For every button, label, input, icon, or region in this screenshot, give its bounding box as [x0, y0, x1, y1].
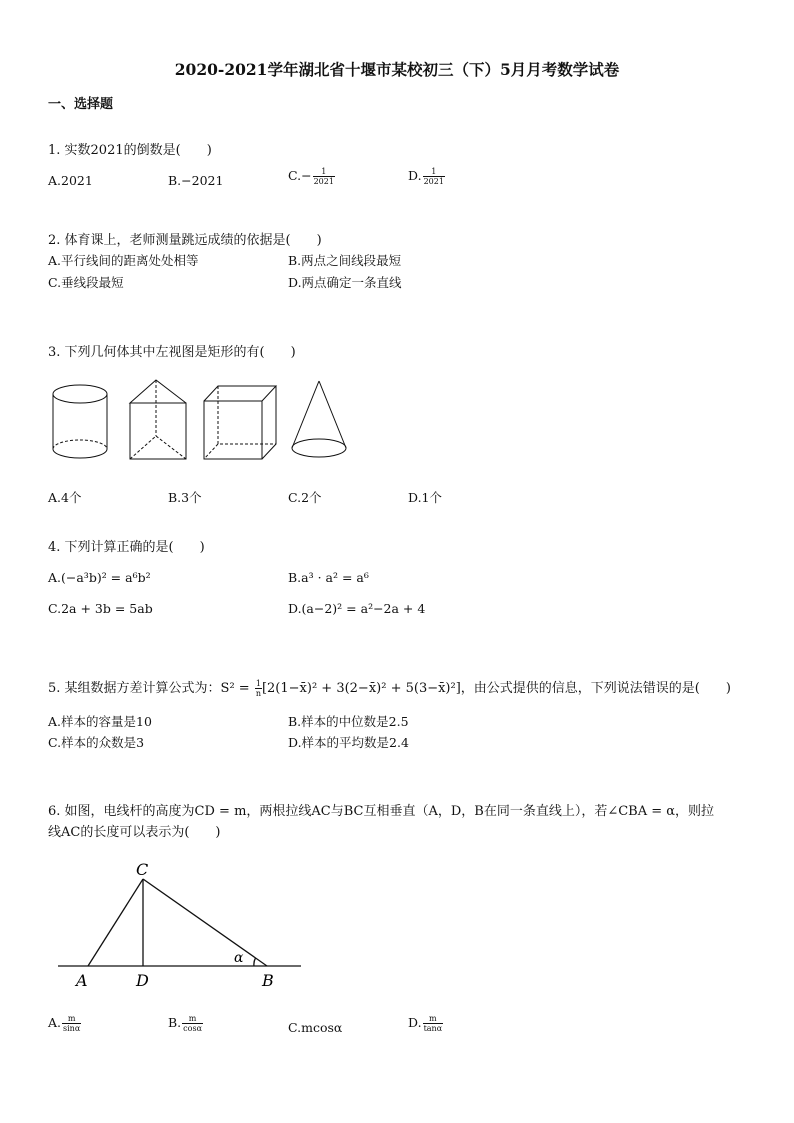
q5-option-a: A.样本的容量是10 — [48, 714, 152, 729]
cube-figure — [204, 386, 276, 459]
page-title: 2020-2021学年湖北省十堰市某校初三（下）5月月考数学试卷 — [174, 60, 620, 79]
label-d: D — [136, 971, 149, 990]
question-6-stem-line2: 线AC的长度可以表示为( ) — [48, 825, 221, 840]
q6-option-a: A. $\frac{m}{\sin\alpha}$ — [48, 1014, 81, 1033]
wire-ac — [88, 879, 143, 966]
question-3-stem: 3. 下列几何体其中左视图是矩形的有( ) — [48, 345, 296, 360]
label-b: B — [262, 971, 274, 990]
q2-option-c: C.垂线段最短 — [48, 275, 124, 290]
q5-option-c: C.样本的众数是3 — [48, 735, 145, 750]
question-1-stem: 1. 实数2021的倒数是( ) — [48, 143, 212, 158]
fraction: $\frac{1}{n}$ — [255, 679, 261, 698]
label-a: A — [76, 971, 88, 990]
q1-option-a: A.2021 — [48, 173, 93, 188]
question-2-stem: 2. 体育课上，老师测量跳远成绩的依据是( ) — [48, 233, 322, 248]
fraction: $\frac{1}{2021}$ — [313, 167, 334, 186]
q6-option-b: B. $\frac{m}{\cos\alpha}$ — [168, 1014, 202, 1033]
q4-option-d: D.(a−2)² = a²−2a + 4 — [288, 601, 426, 616]
q1-option-c: C.− $\frac{1}{2021}$ — [288, 167, 334, 186]
q3-option-a: A.4个 — [48, 490, 82, 505]
fraction: $\frac{m}{\tan\alpha}$ — [423, 1014, 443, 1033]
question-6-stem-line1: 6. 如图，电线杆的高度为CD = m，两根拉线AC与BC互相垂直（A，D，B在同一条直线上），若∠CBA = α，则拉 — [48, 804, 715, 819]
q3-option-d: D.1个 — [408, 490, 443, 505]
question-5-stem: 5. 某组数据方差计算公式为：S² = $\frac{1}{n}$ [2(1−x̄)² + 3(2−x̄)² + 5(3−x̄)²]，由公式提供的信息，下列说法错误的是( ) — [48, 679, 731, 698]
q2-option-a: A.平行线间的距离处处相等 — [48, 253, 199, 268]
label-alpha: α — [234, 950, 244, 966]
q6-triangle-figure — [48, 855, 308, 995]
fraction: $\frac{m}{\cos\alpha}$ — [183, 1014, 202, 1033]
q3-solids-figure — [48, 376, 348, 466]
q5-option-d: D.样本的平均数是2.4 — [288, 735, 409, 750]
question-4-stem: 4. 下列计算正确的是( ) — [48, 540, 205, 555]
angle-alpha-arc — [254, 958, 256, 966]
label-c: C — [136, 860, 149, 879]
fraction: $\frac{1}{2021}$ — [423, 167, 444, 186]
q1-option-d: D. $\frac{1}{2021}$ — [408, 167, 444, 186]
q1-option-b: B.−2021 — [168, 173, 224, 188]
q4-option-a: A.(−a³b)² = a⁶b² — [48, 570, 151, 585]
q2-option-d: D.两点确定一条直线 — [288, 275, 402, 290]
cylinder-figure — [53, 385, 107, 458]
triangular-prism-figure — [130, 380, 186, 459]
fraction: $\frac{m}{\sin\alpha}$ — [63, 1014, 81, 1033]
q4-option-b: B.a³ · a² = a⁶ — [288, 570, 369, 585]
q6-option-d: D. $\frac{m}{\tan\alpha}$ — [408, 1014, 443, 1033]
cone-figure — [292, 381, 346, 457]
q3-option-b: B.3个 — [168, 490, 202, 505]
wire-bc — [143, 879, 267, 966]
q5-option-b: B.样本的中位数是2.5 — [288, 714, 409, 729]
q4-option-c: C.2a + 3b = 5ab — [48, 601, 153, 616]
q3-option-c: C.2个 — [288, 490, 322, 505]
q6-option-c: C.mcosα — [288, 1020, 343, 1035]
section-heading: 一、选择题 — [48, 97, 114, 112]
q2-option-b: B.两点之间线段最短 — [288, 253, 402, 268]
